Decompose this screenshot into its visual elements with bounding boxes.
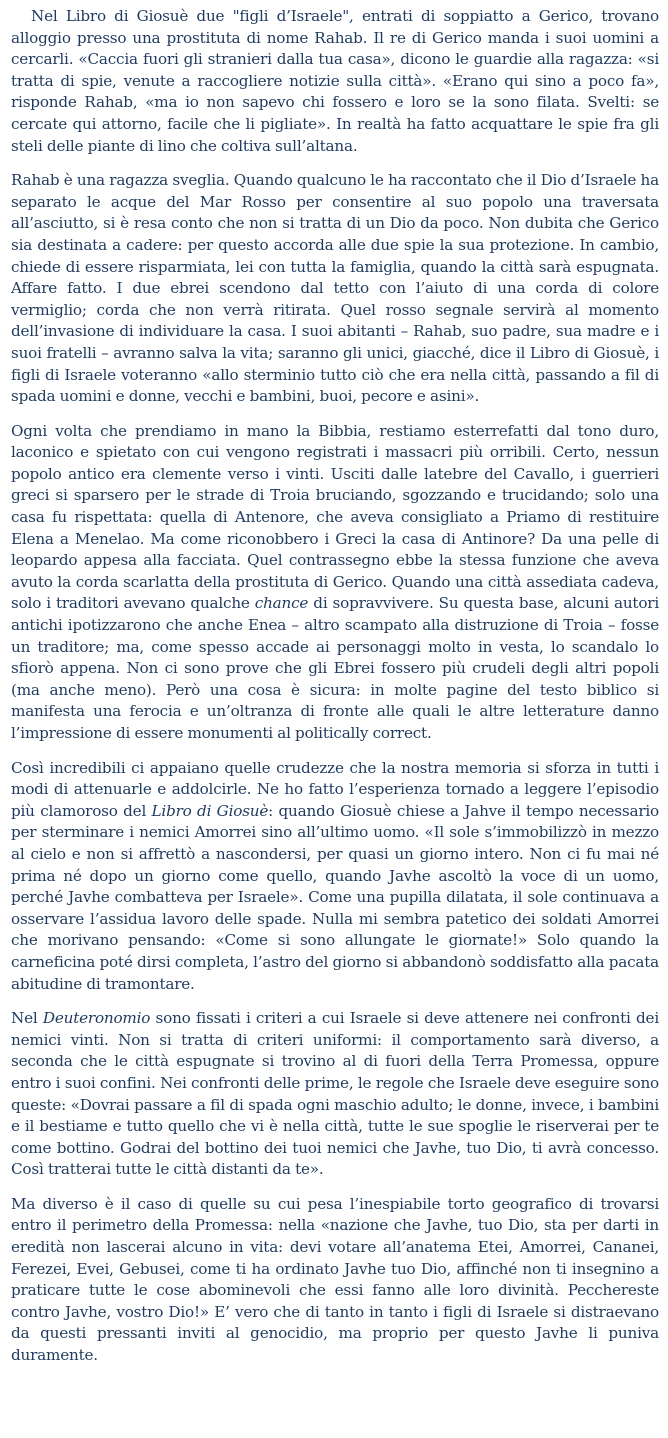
paragraph-text: Ogni volta che prendiamo in mano la Bibbia, restiamo esterrefatti dal tono duro, laconico e spietato con cui vengono registrati i massacri più orribili. Certo, nessun popolo antico era clemente verso i vinti. Usciti dalle latebre del Cavallo, i guerrieri greci si sparsero per le strade di Troia bruciando, sgozzando e trucidando; solo una casa fu rispettata: quella di Antenore, che aveva consigliato a Priamo di restituire Elena a Menelao. Ma come riconobbero i Greci la casa di Antinore? Da una pelle di leopardo appesa alla facciata. Quel contrassegno ebbe la stessa funzione che aveva avuto la corda scarlatta della prostituta di Gerico. Quando una città assediata cadeva, solo i traditori avevano qualche [11, 421, 659, 613]
paragraph-text: sono fissati i criteri a cui Israele si deve attenere nei confronti dei nemici vinti. Non si tratta di criteri uniformi: il comportamento sarà diverso, a seconda che le città espugnate si trovino al di fuori della Terra Promessa, oppure entro i suoi confini. Nei confronti delle prime, le regole che Israele deve eseguire sono queste: «Dovrai passare a fil di spada ogni maschio adulto; le donne, invece, i bambini e il bestiame e tutto quello che vi è nella città, tutte le sue spoglie le riserverai per te come bottino. Godrai del bottino dei tuoi nemici che Javhe, tuo Dio, ti avrà concesso. Così tratterai tutte le città distanti da te». [11, 1009, 659, 1179]
book-title-italic: Libro di Giosuè [151, 801, 269, 820]
paragraph-text: Nel [11, 1009, 43, 1028]
paragraph-sun-stands-still [11, 758, 659, 996]
paragraph-deuteronomy [11, 1008, 659, 1181]
paragraph-text: Nel Libro di Giosuè due "figli d’Israele", entrati di soppiatto a Gerico, trovano alloggio presso una prostituta di nome Rahab. Il re di Gerico manda i suoi uomini a cercarli. «Caccia fuori gli stranieri dalla tua casa», dicono le guardie alla ragazza: «si tratta di spie, venute a raccogliere notizie sulla città». «Erano qui sino a poco fa», risponde Rahab, «ma io non sapevo chi fossero e loro se la sono filata. Svelti: se cercate qui attorno, facile che li pigliate». In realtà ha fatto acquattare le spie fra gli steli delle piante di lino che coltiva sull’altana. [11, 7, 659, 155]
paragraph-text: Ma diverso è il caso di quelle su cui pesa l’inespiabile torto geografico di trovarsi entro il perimetro della Promessa: nella «nazione che Javhe, tuo Dio, sta per darti in eredità non lascerai alcuno in vita: devi votare all’anatema Etei, Amorrei, Cananei, Ferezei, Evei, Gebusei, come ti ha ordinato Javhe tuo Dio, affinché non ti insegnino a praticare tutte le cose abominevoli che essi fanno alle loro divinità. Pecchereste contro Javhe, vostro Dio!» E’ vero che di tanto in tanto i figli di Israele si distraevano da questi pressanti inviti al genocidio, ma proprio per questo Javhe li puniva duramente. [11, 1194, 659, 1365]
paragraph-rahab-spies [11, 6, 659, 157]
paragraph-text: Così incredibili ci appaiano quelle crudezze che la nostra memoria si sforza in tutti i modi di attenuarle e addolcirle. Ne ho fatto l’esperienza tornado a leggere l’episodio più clamoroso del [11, 758, 659, 820]
paragraph-bible-massacres [11, 421, 659, 745]
paragraph-text: di sopravvivere. Su questa base, alcuni autori antichi ipotizzarono che anche Enea – altro scampato alla distruzione di Troia – fosse un traditore; ma, come spesso accade ai personaggi molto in vesta, lo scandalo lo sfiorò appena. Non ci sono prove che gli Ebrei fossero più crudeli degli altri popoli (ma anche meno). Però una cosa è sicura: in molte pagine del testo biblico si manifesta una ferocia e un’oltranza di fronte alle quali le altre letterature danno l’impressione di essere monumenti al politically correct. [11, 594, 659, 742]
book-title-italic: Deuteronomio [42, 1009, 151, 1028]
italic-term: chance [254, 594, 309, 613]
paragraph-text: : quando Giosuè chiese a Jahve il tempo necessario per sterminare i nemici Amorrei sino all’ultimo uomo. «Il sole s’immobilizzò in mezzo al cielo e non si affrettò a nascondersi, per quasi un giorno intero. Non ci fu mai né prima né dopo un giorno come quello, quando Javhe ascoltò la voce di un uomo, perché Javhe combatteva per Israele». Come una pupilla dilatata, il sole continuava a osservare l’assidua lavoro delle spade. Nulla mi sembra patetico dei soldati Amorrei che morivano pensando: «Come si sono allungate le giornate!» Solo quando la carneficina poté dirsi completa, l’astro del giorno si abbandonò soddisfatto alla pacata abitudine di tramontare. [11, 801, 659, 993]
paragraph-rahab-clever [11, 170, 659, 408]
paragraph-promised-land [11, 1194, 659, 1367]
paragraph-text: Rahab è una ragazza sveglia. Quando qualcuno le ha raccontato che il Dio d’Israele ha separato le acque del Mar Rosso per consentire al suo popolo una traversata all’asciutto, si è resa conto che non si tratta di un Dio da poco. Non dubita che Gerico sia destinata a cadere: per questo accorda alle due spie la sua protezione. In cambio, chiede di essere risparmiata, lei con tutta la famiglia, quando la città sarà espugnata. Affare fatto. I due ebrei scendono dal tetto con l’aiuto di una corda di colore vermiglio; corda che non verrà ritirata. Quel rosso segnale servirà al momento dell’invasione di individuare la casa. I suoi abitanti – Rahab, suo padre, sua madre e i suoi fratelli – avranno salva la vita; saranno gli unici, giacché, dice il Libro di Giosuè, i figli di Israele voteranno «allo sterminio tutto ciò che era nella città, passando a fil di spada uomini e donne, vecchi e bambini, buoi, pecore e asini». [11, 171, 659, 406]
